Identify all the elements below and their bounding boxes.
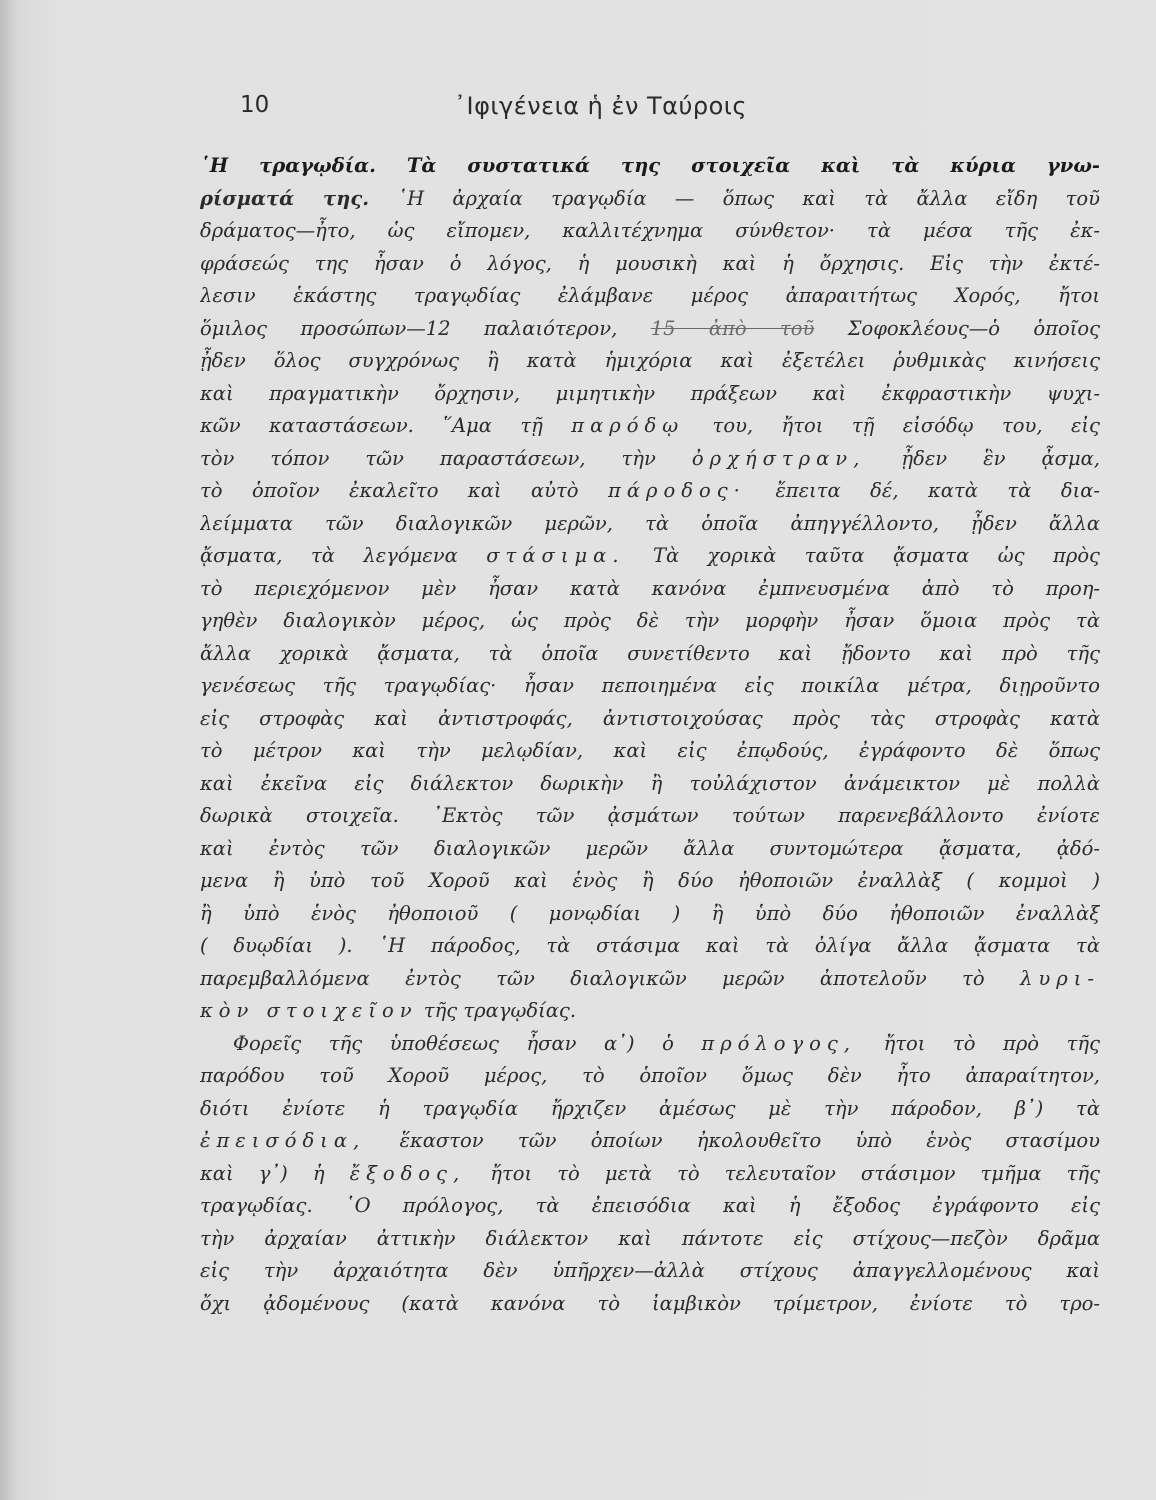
text-line — [200, 313, 1100, 346]
text-line — [200, 963, 1100, 996]
text-line: τὴν ἀρχαίαν ἀττικὴν διάλεκτον καὶ πάντοτε εἰς στίχους—πεζὸν δρᾶμα — [200, 1226, 1100, 1250]
body-text — [200, 150, 1100, 1320]
text-line: δωρικὰ στοιχεῖα. ᾿Εκτὸς τῶν ᾀσμάτων τούτων παρενεβάλλοντο ἐνίοτε — [200, 804, 1100, 827]
spaced-term: κὸν στοιχεῖον — [200, 999, 418, 1022]
text-line: εἰς τὴν ἀρχαιότητα δὲν ὑπῆρχεν—ἀλλὰ στίχους ἀπαγγελλομένους καὶ — [200, 1259, 1100, 1282]
text-line: καὶ ἐντὸς τῶν διαλογικῶν μερῶν ἄλλα συντομώτερα ᾄσματα, ᾀδό- — [200, 836, 1100, 860]
text-line: λείμματα τῶν διαλογικῶν μερῶν, τὰ ὁποῖα ἀπηγγέλλοντο, ᾖδεν ἄλλα — [200, 511, 1100, 535]
text-line: καὶ πραγματικὴν ὄρχησιν, μιμητικὴν πράξεων καὶ ἐκφραστικὴν ψυχι- — [200, 381, 1100, 405]
text-line: εἰς στροφὰς καὶ ἀντιστροφάς, ἀντιστοιχούσας πρὸς τὰς στροφὰς κατὰ — [200, 706, 1100, 730]
text-line: καὶ ἐκεῖνα εἰς διάλεκτον δωρικὴν ἢ τοὐλάχιστον ἀνάμεικτον μὲ πολλὰ — [200, 771, 1100, 795]
text-line — [200, 1158, 1100, 1191]
spaced-term: ὀρχήστραν, — [691, 446, 866, 470]
page-header — [0, 92, 1156, 132]
struck-text: 15 ἀπὸ τοῦ — [650, 316, 815, 340]
text-line: διότι ἐνίοτε ἡ τραγῳδία ἤρχιζεν ἀμέσως μὲ τὴν πάροδον, β᾽) τὰ — [200, 1096, 1100, 1120]
text-span: τῆς τραγῳδίας. — [423, 999, 577, 1022]
text-line: ( δυῳδίαι ). ῾Η πάροδος, τὰ στάσιμα καὶ τὰ ὀλίγα ἄλλα ᾄσματα τὰ — [200, 934, 1100, 957]
spaced-term: πρόλογος, — [701, 1031, 857, 1055]
text-span: ᾄσματα, τὰ λεγόμενα — [200, 544, 458, 567]
spaced-term: λυρι- — [1020, 966, 1100, 990]
section-heading: ῾Η τραγῳδία. Τὰ συστατικά της στοιχεῖα καὶ τὰ κύρια γνω- — [200, 154, 1100, 177]
text-span: ἤτοι τὸ μετὰ τὸ τελευταῖον στάσιμον τμῆμα τῆς — [490, 1161, 1100, 1185]
text-line: τραγῳδίας. ῾Ο πρόλογος, τὰ ἐπεισόδια καὶ ἡ ἔξοδος ἐγράφοντο εἰς — [200, 1194, 1100, 1217]
text-span: ὅμιλος προσώπων—12 παλαιότερον, — [200, 316, 618, 340]
section-heading-end: ρίσματά της. — [200, 186, 370, 210]
text-line: μενα ἢ ὑπὸ τοῦ Χοροῦ καὶ ἑνὸς ἢ δύο ἠθοποιῶν ἐναλλὰξ ( κομμοὶ ) — [200, 869, 1100, 892]
text-line: ᾖδεν ὅλος συγχρόνως ἢ κατὰ ἡμιχόρια καὶ ἐξετέλει ῥυθμικὰς κινήσεις — [200, 349, 1100, 372]
text-line: ὄχι ᾀδομένους (κατὰ κανόνα τὸ ἰαμβικὸν τρίμετρον, ἐνίοτε τὸ τρο- — [200, 1291, 1100, 1315]
text-span: τὸ ὁποῖον ἐκαλεῖτο καὶ αὐτὸ — [200, 479, 579, 502]
text-line — [200, 443, 1100, 476]
text-span: ἕκαστον τῶν ὁποίων ἠκολουθεῖτο ὑπὸ ἑνὸς στασίμου — [399, 1129, 1100, 1152]
text-line: ἢ ὑπὸ ἑνὸς ἠθοποιοῦ ( μονῳδίαι ) ἢ ὑπὸ δύο ἠθοποιῶν ἐναλλὰξ — [200, 901, 1100, 925]
text-line — [200, 475, 1100, 508]
text-span: του, ἤτοι τῇ εἰσόδῳ του, εἰς — [712, 414, 1100, 437]
text-line: λεσιν ἑκάστης τραγῳδίας ἐλάμβανε μέρος ἀπαραιτήτως Χορός, ἤτοι — [200, 284, 1100, 307]
text-span: Φορεῖς τῆς ὑποθέσεως ἦσαν α᾽) ὁ — [233, 1031, 674, 1055]
text-span: καὶ γ᾽) ἡ — [200, 1161, 325, 1185]
text-line: φράσεώς της ἦσαν ὁ λόγος, ἡ μουσικὴ καὶ ἡ ὄρχησις. Εἰς τὴν ἐκτέ- — [200, 251, 1100, 275]
spaced-term: πάροδος· — [608, 479, 746, 502]
text-span: κῶν καταστάσεων. ῞Αμα τῇ — [200, 414, 543, 437]
text-span: ῾Η ἀρχαία τραγῳδία — ὅπως καὶ τὰ ἄλλα εἴδη τοῦ — [397, 186, 1100, 210]
text-line: τὸ μέτρον καὶ τὴν μελῳδίαν, καὶ εἰς ἐπῳδούς, ἐγράφοντο δὲ ὅπως — [200, 739, 1100, 762]
text-span: Σοφοκλέους—ὁ ὁποῖος — [847, 316, 1100, 340]
running-title: ᾿Ιφιγένεια ἡ ἐν Ταύροις — [454, 92, 747, 120]
spaced-term: ἔξοδος, — [349, 1161, 466, 1185]
spaced-term: ἐπεισόδια, — [200, 1129, 366, 1152]
text-line: ἄλλα χορικὰ ᾄσματα, τὰ ὁποῖα συνετίθεντο καὶ ᾔδοντο καὶ πρὸ τῆς — [200, 641, 1100, 665]
text-line — [200, 1125, 1100, 1158]
text-line: παρόδου τοῦ Χοροῦ μέρος, τὸ ὁποῖον ὅμως δὲν ἦτο ἀπαραίτητον, — [200, 1064, 1100, 1087]
text-line — [200, 995, 1100, 1028]
text-span: τὸν τόπον τῶν παραστάσεων, τὴν — [200, 446, 656, 470]
page-number: 10 — [240, 92, 270, 118]
spaced-term: παρόδῳ — [571, 414, 685, 437]
text-span: Τὰ χορικὰ ταῦτα ᾄσματα ὡς πρὸς — [653, 544, 1100, 567]
text-span: ἤτοι τὸ πρὸ τῆς — [883, 1031, 1100, 1055]
text-span: ᾖδεν ἓν ᾆσμα, — [901, 446, 1100, 470]
text-span: παρεμβαλλόμενα ἐντὸς τῶν διαλογικῶν μερῶν ἀποτελοῦν τὸ — [200, 966, 985, 990]
text-span: ἔπειτα δέ, κατὰ τὰ δια- — [775, 479, 1100, 502]
text-line — [200, 410, 1100, 443]
paragraph-start — [200, 1028, 1100, 1061]
text-line — [200, 540, 1100, 573]
text-line: γηθὲν διαλογικὸν μέρος, ὡς πρὸς δὲ τὴν μορφὴν ἦσαν ὅμοια πρὸς τὰ — [200, 609, 1100, 632]
text-line — [200, 183, 1100, 216]
text-line: τὸ περιεχόμενον μὲν ἦσαν κατὰ κανόνα ἐμπνευσμένα ἀπὸ τὸ προη- — [200, 576, 1100, 600]
text-line: δράματος—ἦτο, ὡς εἴπομεν, καλλιτέχνημα σύνθετον· τὰ μέσα τῆς ἐκ- — [200, 219, 1100, 242]
text-line: γενέσεως τῆς τραγῳδίας· ἦσαν πεποιημένα εἰς ποικίλα μέτρα, διῃροῦντο — [200, 674, 1100, 697]
spaced-term: στάσιμα. — [486, 544, 625, 567]
